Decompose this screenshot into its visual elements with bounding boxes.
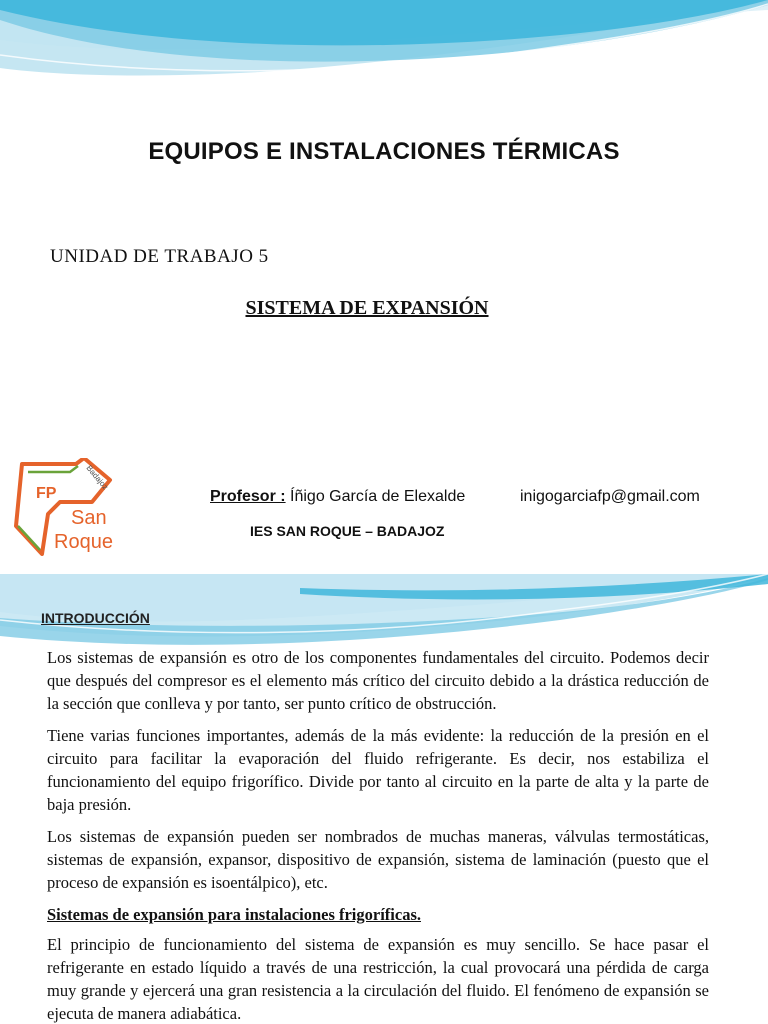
content-slide xyxy=(0,574,768,1024)
subsection-heading: Sistemas de expansión para instalaciones frigoríficas. xyxy=(47,905,421,924)
section-heading-introduccion: INTRODUCCIÓN xyxy=(41,610,150,626)
professor-name: Íñigo García de Elexalde xyxy=(290,488,466,505)
paragraph: Los sistemas de expansión es otro de los componentes fundamentales del circuito. Podemos decir que después del compresor es el elemento más crítico del circuito debido a la drástica reducción de la sección que conlleva y por tanto, ser punto crítico de obstrucción. xyxy=(47,648,709,713)
professor-label: Profesor : xyxy=(210,488,286,505)
logo-fp-text: FP xyxy=(36,485,57,502)
paragraph: Tiene varias funciones importantes, además de la más evidente: la reducción de la presión en el circuito para facilitar la evaporación del fluido refrigerante. Es decir, nos estabiliza el funcionamiento del equipo frigorífico. Divide por tanto al circuito en la parte de alta y la parte de baja presión. xyxy=(47,726,709,814)
fp-san-roque-logo xyxy=(14,458,124,558)
unit-label: UNIDAD DE TRABAJO 5 xyxy=(50,246,269,267)
professor-line xyxy=(210,488,465,506)
paragraph: Los sistemas de expansión pueden ser nombrados de muchas maneras, válvulas termostáticas, sistemas de expansión, expansor, dispositivo de expansión, sistema de laminación (puesto que el proceso de expansión es isoentálpico), etc. xyxy=(47,827,709,892)
logo-roque-text: Roque xyxy=(54,531,113,553)
body-text xyxy=(47,646,709,1024)
school-name: IES SAN ROQUE – BADAJOZ xyxy=(250,523,445,539)
header-wave-decoration xyxy=(0,0,768,90)
logo-badajoz-text: Badajoz xyxy=(84,463,110,492)
presentation-title: EQUIPOS E INSTALACIONES TÉRMICAS xyxy=(148,138,620,165)
slide-subtitle: SISTEMA DE EXPANSIÓN xyxy=(245,297,489,319)
professor-email: inigogarciafp@gmail.com xyxy=(520,488,700,505)
logo-san-text: San xyxy=(71,507,107,529)
paragraph: El principio de funcionamiento del sistema de expansión es muy sencillo. Se hace pasar el refrigerante en estado líquido a través de una restricción, la cual provocará una pérdida de carga muy grande y ejercerá una gran resistencia a la circulación del fluido. El fenómeno de expansión se ejecuta de manera adiabática. xyxy=(47,935,709,1023)
